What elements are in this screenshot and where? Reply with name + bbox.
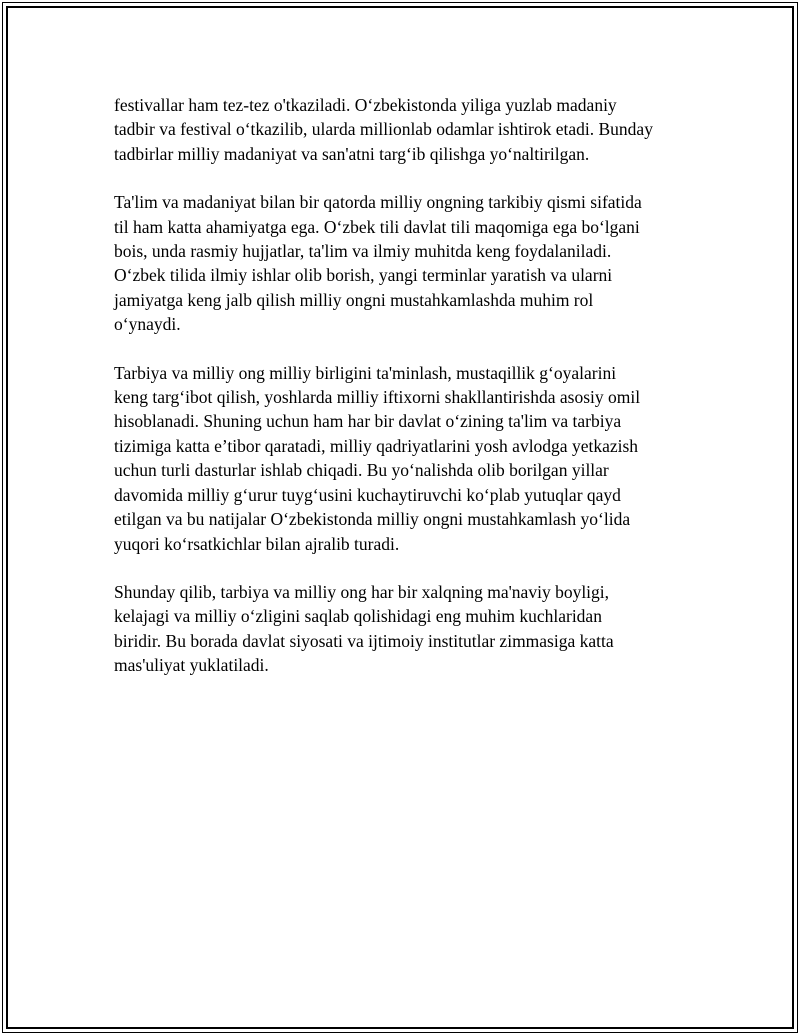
text-line: tizimiga katta e’tibor qaratadi, milliy qadriyatlarini yosh avlodga yetkazish: [114, 435, 639, 456]
paragraph-conclusion: [114, 580, 689, 678]
paragraph-festivals: [114, 93, 689, 166]
text-line: Shunday qilib, tarbiya va milliy ong har bir xalqning ma'naviy boyligi,: [114, 581, 610, 602]
text-line: O‘zbek tilida ilmiy ishlar olib borish, yangi terminlar yaratish va ularni: [114, 265, 613, 286]
text-line: Tarbiya va milliy ong milliy birligini ta'minlash, mustaqillik g‘oyalarini: [114, 362, 617, 383]
text-line: uchun turli dasturlar ishlab chiqadi. Bu yo‘nalishda olib borilgan yillar: [114, 460, 609, 481]
text-line: biridir. Bu borada davlat siyosati va ijtimoiy institutlar zimmasiga katta: [114, 630, 614, 651]
text-line: festivallar ham tez-tez o'tkaziladi. O‘zbekistonda yiliga yuzlab madaniy: [114, 95, 617, 115]
paragraph-language: [114, 190, 689, 336]
text-line: etilgan va bu natijalar O‘zbekistonda milliy ongni mustahkamlash yo‘lida: [114, 509, 631, 530]
document-body: [114, 93, 689, 702]
text-line: jamiyatga keng jalb qilish milliy ongni mustahkamlashda muhim rol: [114, 289, 594, 310]
text-line: o‘ynaydi.: [114, 314, 181, 335]
text-line: keng targ‘ibot qilish, yoshlarda milliy iftixorni shakllantirishda asosiy omil: [114, 387, 641, 408]
document-page: [2, 2, 798, 1033]
text-line: Ta'lim va madaniyat bilan bir qatorda milliy ongning tarkibiy qismi sifatida: [114, 192, 642, 213]
text-line: mas'uliyat yuklatiladi.: [114, 655, 269, 676]
text-line: tadbir va festival o‘tkazilib, ularda millionlab odamlar ishtirok etadi. Bunday: [114, 119, 653, 140]
text-line: tadbirlar milliy madaniyat va san'atni targ‘ib qilishga yo‘naltirilgan.: [114, 143, 590, 164]
text-line: bois, unda rasmiy hujjatlar, ta'lim va ilmiy muhitda keng foydalaniladi.: [114, 241, 612, 262]
text-line: hisoblanadi. Shuning uchun ham har bir davlat o‘zining ta'lim va tarbiya: [114, 411, 622, 432]
text-line: yuqori ko‘rsatkichlar bilan ajralib turadi.: [114, 533, 400, 554]
paragraph-education: [114, 361, 689, 556]
text-line: davomida milliy g‘urur tuyg‘usini kuchaytiruvchi ko‘plab yutuqlar qayd: [114, 484, 621, 505]
text-line: kelajagi va milliy o‘zligini saqlab qolishidagi eng muhim kuchlaridan: [114, 606, 602, 627]
text-line: til ham katta ahamiyatga ega. O‘zbek tili davlat tili maqomiga ega bo‘lgani: [114, 216, 640, 237]
